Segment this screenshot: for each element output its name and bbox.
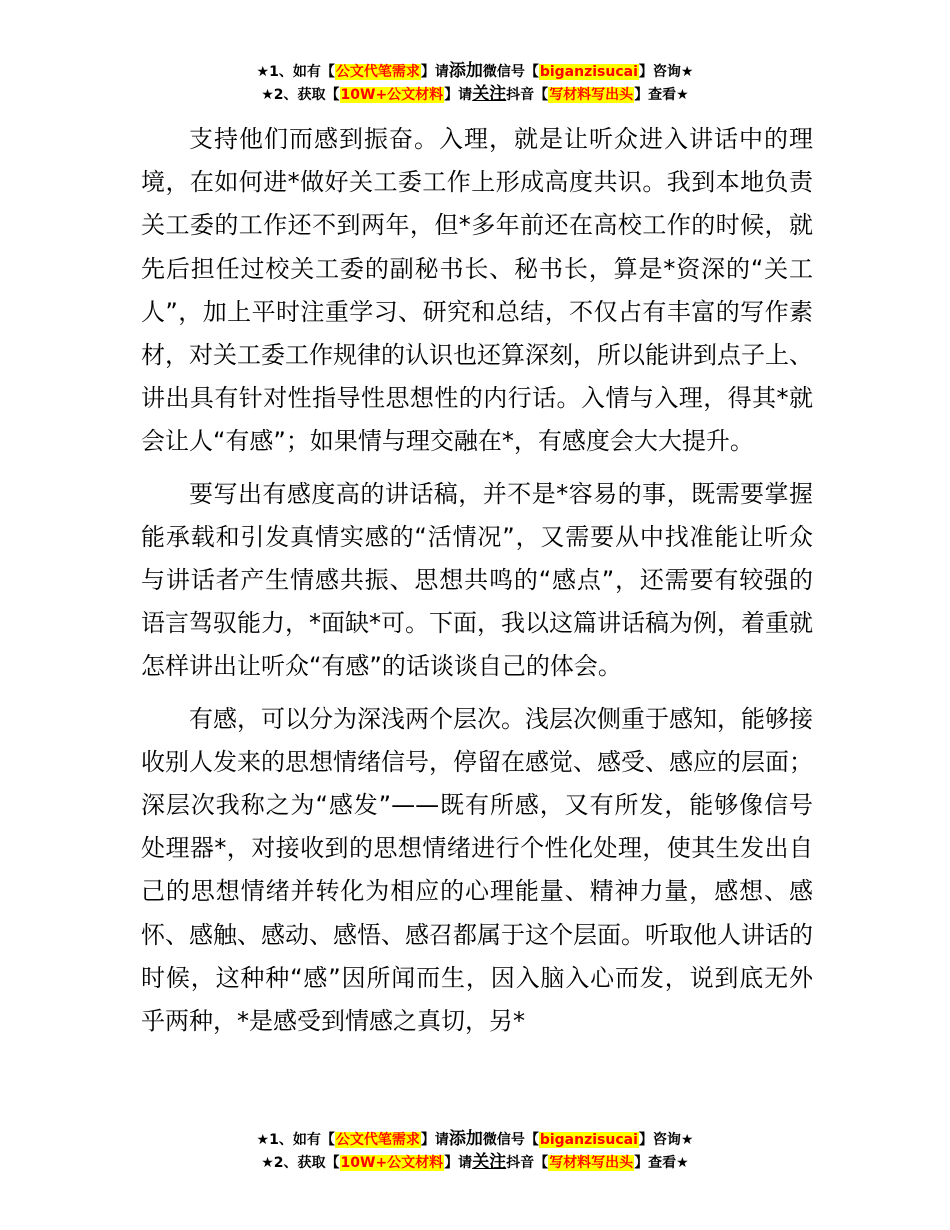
promo-highlight: biganzisucai xyxy=(539,1132,638,1148)
header-promo-line-1 xyxy=(0,60,950,83)
promo-text: ★2、获取【 xyxy=(261,87,340,103)
promo-text: 】请 xyxy=(420,1132,449,1148)
footer-promo xyxy=(0,1128,950,1174)
promo-text: 】请 xyxy=(420,64,449,80)
promo-text: ★1、如有【 xyxy=(256,1132,335,1148)
header-promo xyxy=(0,60,950,106)
promo-highlight: 写材料写出头 xyxy=(549,87,634,103)
promo-text: ★1、如有【 xyxy=(256,64,335,80)
promo-text: 微信号【 xyxy=(482,64,539,80)
promo-text: ★2、获取【 xyxy=(261,1155,340,1171)
promo-emphasis: 添加 xyxy=(448,1129,483,1149)
promo-emphasis: 关注 xyxy=(472,1152,507,1172)
promo-text: 】查看★ xyxy=(634,87,689,103)
promo-emphasis: 关注 xyxy=(472,84,507,104)
document-body xyxy=(141,118,813,1043)
promo-highlight: 公文代笔需求 xyxy=(335,64,420,80)
promo-highlight: biganzisucai xyxy=(539,64,638,80)
promo-text: 】咨询★ xyxy=(638,64,694,80)
promo-text: 】查看★ xyxy=(634,1155,689,1171)
footer-promo-line-2 xyxy=(0,1151,950,1174)
promo-text: 】请 xyxy=(444,87,473,103)
paragraph: 有感，可以分为深浅两个层次。浅层次侧重于感知，能够接收别人发来的思想情绪信号，停留在感觉、感受、感应的层面；深层次我称之为“感发”——既有所感，又有所发，能够像信号处理器*，对接收到的思想情绪进行个性化处理，使其生发出自己的思想情绪并转化为相应的心理能量、精神力量，感想、感怀、感触、感动、感悟、感召都属于这个层面。听取他人讲话的时候，这种种“感”因所闻而生，因入脑入心而发，说到底无外乎两种，*是感受到情感之真切，另* xyxy=(141,704,813,1036)
promo-highlight: 公文代笔需求 xyxy=(335,1132,420,1148)
promo-text: 】咨询★ xyxy=(638,1132,694,1148)
promo-text: 微信号【 xyxy=(482,1132,539,1148)
paragraph: 要写出有感度高的讲话稿，并不是*容易的事，既需要掌握能承载和引发真情实感的“活情况”，又需要从中找准能让听众与讲话者产生情感共振、思想共鸣的“感点”，还需要有较强的语言驾驭能力，*面缺*可。下面，我以这篇讲话稿为例，着重就怎样讲出让听众“有感”的话谈谈自己的体会。 xyxy=(141,479,813,681)
promo-text: 抖音【 xyxy=(506,1155,549,1171)
promo-highlight: 10W+公文材料 xyxy=(340,87,444,103)
promo-text: 抖音【 xyxy=(506,87,549,103)
promo-text: 】请 xyxy=(444,1155,473,1171)
header-promo-line-2 xyxy=(0,83,950,106)
paragraph: 支持他们而感到振奋。入理，就是让听众进入讲话中的理境，在如何进*做好关工委工作上形成高度共识。我到本地负责关工委的工作还不到两年，但*多年前还在高校工作的时候，就先后担任过校关工委的副秘书长、秘书长，算是*资深的“关工人”，加上平时注重学习、研究和总结，不仅占有丰富的写作素材，对关工委工作规律的认识也还算深刻，所以能讲到点子上、讲出具有针对性指导性思想性的内行话。入情与入理，得其*就会让人“有感”；如果情与理交融在*，有感度会大大提升。 xyxy=(141,125,813,456)
promo-highlight: 写材料写出头 xyxy=(549,1155,634,1171)
promo-highlight: 10W+公文材料 xyxy=(340,1155,444,1171)
promo-emphasis: 添加 xyxy=(448,61,483,81)
footer-promo-line-1 xyxy=(0,1128,950,1151)
